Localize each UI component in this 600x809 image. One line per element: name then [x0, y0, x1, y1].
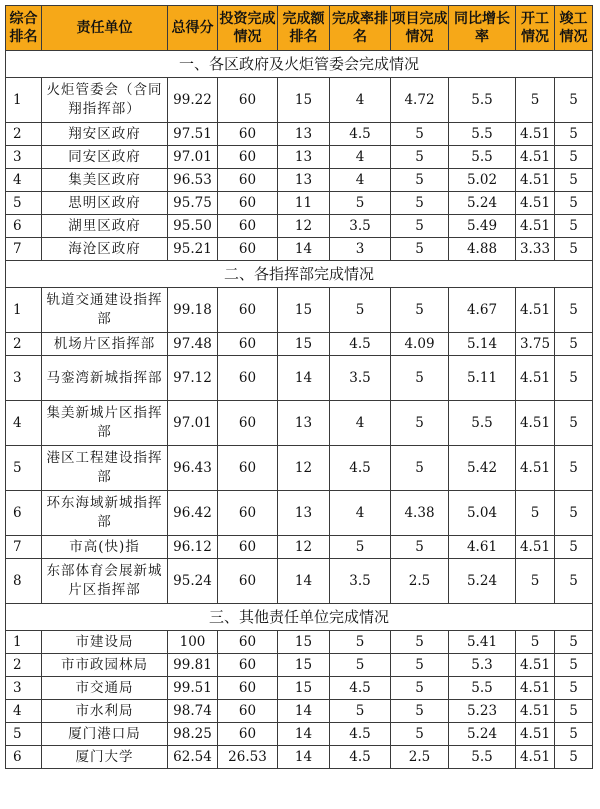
growth-cell: 5.5 — [449, 123, 516, 146]
unit-cell: 轨道交通建设指挥部 — [42, 288, 168, 333]
investment-cell: 60 — [218, 536, 278, 559]
project-cell: 4.38 — [391, 491, 449, 536]
total-score-cell: 99.18 — [168, 288, 218, 333]
completion-cell: 5 — [555, 288, 593, 333]
amount-rank-cell: 15 — [278, 654, 330, 677]
rank-cell: 2 — [6, 333, 42, 356]
completion-cell: 5 — [555, 491, 593, 536]
completion-cell: 5 — [555, 559, 593, 604]
header-total-score: 总得分 — [168, 6, 218, 51]
amount-rank-cell: 11 — [278, 192, 330, 215]
total-score-cell: 95.21 — [168, 238, 218, 261]
start-cell: 4.51 — [516, 700, 555, 723]
investment-cell: 60 — [218, 146, 278, 169]
investment-cell: 60 — [218, 192, 278, 215]
unit-cell: 海沧区政府 — [42, 238, 168, 261]
total-score-cell: 95.75 — [168, 192, 218, 215]
start-cell: 4.51 — [516, 169, 555, 192]
amount-rank-cell: 15 — [278, 677, 330, 700]
rate-rank-cell: 3.5 — [330, 215, 391, 238]
completion-cell: 5 — [555, 146, 593, 169]
unit-cell: 市高(快)指 — [42, 536, 168, 559]
table-row — [6, 446, 593, 491]
investment-cell: 60 — [218, 401, 278, 446]
table-row — [6, 238, 593, 261]
amount-rank-cell: 15 — [278, 333, 330, 356]
investment-cell: 60 — [218, 333, 278, 356]
completion-cell: 5 — [555, 631, 593, 654]
amount-rank-cell: 15 — [278, 631, 330, 654]
start-cell: 4.51 — [516, 446, 555, 491]
section-title: 三、其他责任单位完成情况 — [6, 604, 593, 631]
total-score-cell: 96.42 — [168, 491, 218, 536]
investment-cell: 60 — [218, 559, 278, 604]
rate-rank-cell: 5 — [330, 192, 391, 215]
unit-cell: 市水利局 — [42, 700, 168, 723]
rate-rank-cell: 5 — [330, 536, 391, 559]
header-investment-completion: 投资完成情况 — [218, 6, 278, 51]
unit-cell: 港区工程建设指挥部 — [42, 446, 168, 491]
growth-cell: 5.41 — [449, 631, 516, 654]
amount-rank-cell: 12 — [278, 446, 330, 491]
rank-cell: 5 — [6, 723, 42, 746]
project-cell: 4.72 — [391, 78, 449, 123]
amount-rank-cell: 14 — [278, 723, 330, 746]
growth-cell: 5.5 — [449, 78, 516, 123]
completion-cell: 5 — [555, 78, 593, 123]
start-cell: 5 — [516, 631, 555, 654]
start-cell: 3.75 — [516, 333, 555, 356]
table-row — [6, 654, 593, 677]
total-score-cell: 95.24 — [168, 559, 218, 604]
total-score-cell: 97.01 — [168, 146, 218, 169]
rank-cell: 5 — [6, 192, 42, 215]
table-row — [6, 491, 593, 536]
table-row — [6, 123, 593, 146]
growth-cell: 5.5 — [449, 146, 516, 169]
table-row — [6, 192, 593, 215]
completion-cell: 5 — [555, 677, 593, 700]
investment-cell: 26.53 — [218, 746, 278, 769]
start-cell: 4.51 — [516, 288, 555, 333]
growth-cell: 5.24 — [449, 723, 516, 746]
section-title: 二、各指挥部完成情况 — [6, 261, 593, 288]
start-cell: 4.51 — [516, 146, 555, 169]
growth-cell: 5.23 — [449, 700, 516, 723]
project-cell: 5 — [391, 654, 449, 677]
header-completion: 竣工情况 — [555, 6, 593, 51]
rank-cell: 3 — [6, 677, 42, 700]
table-row — [6, 288, 593, 333]
unit-cell: 市交通局 — [42, 677, 168, 700]
rate-rank-cell: 5 — [330, 631, 391, 654]
total-score-cell: 99.22 — [168, 78, 218, 123]
start-cell: 4.51 — [516, 536, 555, 559]
rate-rank-cell: 4.5 — [330, 723, 391, 746]
growth-cell: 5.5 — [449, 677, 516, 700]
rate-rank-cell: 4 — [330, 491, 391, 536]
project-cell: 5 — [391, 723, 449, 746]
completion-cell: 5 — [555, 536, 593, 559]
rank-cell: 4 — [6, 169, 42, 192]
total-score-cell: 99.81 — [168, 654, 218, 677]
start-cell: 4.51 — [516, 654, 555, 677]
completion-cell: 5 — [555, 123, 593, 146]
rank-cell: 6 — [6, 746, 42, 769]
investment-cell: 60 — [218, 215, 278, 238]
unit-cell: 市市政园林局 — [42, 654, 168, 677]
rate-rank-cell: 4.5 — [330, 123, 391, 146]
growth-cell: 4.61 — [449, 536, 516, 559]
growth-cell: 5.02 — [449, 169, 516, 192]
rate-rank-cell: 4.5 — [330, 677, 391, 700]
rate-rank-cell: 4 — [330, 78, 391, 123]
rank-cell: 6 — [6, 491, 42, 536]
completion-cell: 5 — [555, 192, 593, 215]
project-cell: 4.09 — [391, 333, 449, 356]
rank-cell: 3 — [6, 356, 42, 401]
growth-cell: 5.49 — [449, 215, 516, 238]
investment-cell: 60 — [218, 123, 278, 146]
investment-cell: 60 — [218, 631, 278, 654]
unit-cell: 马銮湾新城指挥部 — [42, 356, 168, 401]
investment-cell: 60 — [218, 677, 278, 700]
amount-rank-cell: 14 — [278, 238, 330, 261]
unit-cell: 湖里区政府 — [42, 215, 168, 238]
total-score-cell: 96.53 — [168, 169, 218, 192]
rate-rank-cell: 4.5 — [330, 746, 391, 769]
rate-rank-cell: 4 — [330, 146, 391, 169]
amount-rank-cell: 13 — [278, 401, 330, 446]
amount-rank-cell: 13 — [278, 169, 330, 192]
total-score-cell: 97.51 — [168, 123, 218, 146]
header-overall-rank: 综合排名 — [6, 6, 42, 51]
total-score-cell: 100 — [168, 631, 218, 654]
completion-cell: 5 — [555, 401, 593, 446]
project-cell: 5 — [391, 700, 449, 723]
table-row — [6, 559, 593, 604]
growth-cell: 5.42 — [449, 446, 516, 491]
growth-cell: 5.14 — [449, 333, 516, 356]
rank-cell: 2 — [6, 123, 42, 146]
rate-rank-cell: 3.5 — [330, 559, 391, 604]
project-cell: 5 — [391, 446, 449, 491]
start-cell: 4.51 — [516, 746, 555, 769]
growth-cell: 5.24 — [449, 559, 516, 604]
completion-cell: 5 — [555, 700, 593, 723]
table-row — [6, 677, 593, 700]
amount-rank-cell: 13 — [278, 146, 330, 169]
amount-rank-cell: 14 — [278, 700, 330, 723]
rank-cell: 4 — [6, 700, 42, 723]
unit-cell: 翔安区政府 — [42, 123, 168, 146]
investment-cell: 60 — [218, 288, 278, 333]
rank-cell: 2 — [6, 654, 42, 677]
project-cell: 2.5 — [391, 559, 449, 604]
completion-cell: 5 — [555, 654, 593, 677]
table-row — [6, 215, 593, 238]
investment-cell: 60 — [218, 723, 278, 746]
start-cell: 5 — [516, 78, 555, 123]
unit-cell: 市建设局 — [42, 631, 168, 654]
table-row — [6, 401, 593, 446]
rate-rank-cell: 4 — [330, 169, 391, 192]
table-row — [6, 356, 593, 401]
header-responsible-unit: 责任单位 — [42, 6, 168, 51]
project-cell: 5 — [391, 192, 449, 215]
unit-cell: 机场片区指挥部 — [42, 333, 168, 356]
amount-rank-cell: 13 — [278, 491, 330, 536]
project-cell: 5 — [391, 123, 449, 146]
table-row — [6, 723, 593, 746]
investment-cell: 60 — [218, 169, 278, 192]
rank-cell: 4 — [6, 401, 42, 446]
project-cell: 5 — [391, 238, 449, 261]
rate-rank-cell: 4.5 — [330, 446, 391, 491]
rank-cell: 5 — [6, 446, 42, 491]
growth-cell: 4.67 — [449, 288, 516, 333]
start-cell: 4.51 — [516, 215, 555, 238]
investment-cell: 60 — [218, 356, 278, 401]
growth-cell: 5.3 — [449, 654, 516, 677]
rate-rank-cell: 3 — [330, 238, 391, 261]
header-amount-rank: 完成额排名 — [278, 6, 330, 51]
total-score-cell: 96.12 — [168, 536, 218, 559]
rank-cell: 6 — [6, 215, 42, 238]
investment-cell: 60 — [218, 78, 278, 123]
total-score-cell: 99.51 — [168, 677, 218, 700]
start-cell: 4.51 — [516, 123, 555, 146]
completion-cell: 5 — [555, 446, 593, 491]
table-row — [6, 631, 593, 654]
amount-rank-cell: 15 — [278, 78, 330, 123]
header-row — [6, 6, 593, 51]
total-score-cell: 97.12 — [168, 356, 218, 401]
amount-rank-cell: 14 — [278, 559, 330, 604]
start-cell: 4.51 — [516, 677, 555, 700]
header-construction-start: 开工情况 — [516, 6, 555, 51]
investment-cell: 60 — [218, 700, 278, 723]
project-cell: 2.5 — [391, 746, 449, 769]
investment-cell: 60 — [218, 491, 278, 536]
growth-cell: 5.24 — [449, 192, 516, 215]
completion-cell: 5 — [555, 356, 593, 401]
growth-cell: 4.88 — [449, 238, 516, 261]
project-cell: 5 — [391, 169, 449, 192]
section-header-row — [6, 261, 593, 288]
completion-cell: 5 — [555, 723, 593, 746]
rank-cell: 3 — [6, 146, 42, 169]
growth-cell: 5.5 — [449, 746, 516, 769]
rank-cell: 1 — [6, 78, 42, 123]
rank-cell: 8 — [6, 559, 42, 604]
header-project-completion: 项目完成情况 — [391, 6, 449, 51]
unit-cell: 思明区政府 — [42, 192, 168, 215]
project-cell: 5 — [391, 288, 449, 333]
unit-cell: 厦门大学 — [42, 746, 168, 769]
table-row — [6, 333, 593, 356]
completion-cell: 5 — [555, 746, 593, 769]
investment-cell: 60 — [218, 654, 278, 677]
rate-rank-cell: 5 — [330, 654, 391, 677]
table-row — [6, 536, 593, 559]
unit-cell: 环东海域新城指挥部 — [42, 491, 168, 536]
unit-cell: 东部体育会展新城片区指挥部 — [42, 559, 168, 604]
table-row — [6, 78, 593, 123]
table-row — [6, 700, 593, 723]
rank-cell: 1 — [6, 631, 42, 654]
table-row — [6, 146, 593, 169]
table-row — [6, 169, 593, 192]
total-score-cell: 96.43 — [168, 446, 218, 491]
amount-rank-cell: 14 — [278, 746, 330, 769]
rank-cell: 7 — [6, 238, 42, 261]
project-cell: 5 — [391, 215, 449, 238]
section-header-row — [6, 51, 593, 78]
project-cell: 5 — [391, 146, 449, 169]
start-cell: 4.51 — [516, 192, 555, 215]
amount-rank-cell: 13 — [278, 123, 330, 146]
start-cell: 4.51 — [516, 356, 555, 401]
amount-rank-cell: 14 — [278, 356, 330, 401]
total-score-cell: 95.50 — [168, 215, 218, 238]
rate-rank-cell: 5 — [330, 288, 391, 333]
section-title: 一、各区政府及火炬管委会完成情况 — [6, 51, 593, 78]
ranking-table — [5, 5, 593, 769]
growth-cell: 5.04 — [449, 491, 516, 536]
amount-rank-cell: 12 — [278, 215, 330, 238]
unit-cell: 集美区政府 — [42, 169, 168, 192]
header-rate-rank: 完成率排名 — [330, 6, 391, 51]
rate-rank-cell: 3.5 — [330, 356, 391, 401]
rate-rank-cell: 5 — [330, 700, 391, 723]
growth-cell: 5.5 — [449, 401, 516, 446]
start-cell: 3.33 — [516, 238, 555, 261]
rank-cell: 7 — [6, 536, 42, 559]
rate-rank-cell: 4.5 — [330, 333, 391, 356]
completion-cell: 5 — [555, 215, 593, 238]
project-cell: 5 — [391, 677, 449, 700]
project-cell: 5 — [391, 356, 449, 401]
total-score-cell: 62.54 — [168, 746, 218, 769]
total-score-cell: 97.01 — [168, 401, 218, 446]
growth-cell: 5.11 — [449, 356, 516, 401]
start-cell: 4.51 — [516, 401, 555, 446]
unit-cell: 同安区政府 — [42, 146, 168, 169]
rank-cell: 1 — [6, 288, 42, 333]
project-cell: 5 — [391, 631, 449, 654]
amount-rank-cell: 12 — [278, 536, 330, 559]
start-cell: 4.51 — [516, 723, 555, 746]
unit-cell: 集美新城片区指挥部 — [42, 401, 168, 446]
investment-cell: 60 — [218, 238, 278, 261]
completion-cell: 5 — [555, 238, 593, 261]
amount-rank-cell: 15 — [278, 288, 330, 333]
total-score-cell: 98.25 — [168, 723, 218, 746]
total-score-cell: 97.48 — [168, 333, 218, 356]
start-cell: 5 — [516, 491, 555, 536]
unit-cell: 厦门港口局 — [42, 723, 168, 746]
completion-cell: 5 — [555, 333, 593, 356]
table-row — [6, 746, 593, 769]
header-yoy-growth: 同比增长率 — [449, 6, 516, 51]
total-score-cell: 98.74 — [168, 700, 218, 723]
rate-rank-cell: 4 — [330, 401, 391, 446]
project-cell: 5 — [391, 401, 449, 446]
project-cell: 5 — [391, 536, 449, 559]
investment-cell: 60 — [218, 446, 278, 491]
start-cell: 5 — [516, 559, 555, 604]
completion-cell: 5 — [555, 169, 593, 192]
unit-cell: 火炬管委会（含同翔指挥部） — [42, 78, 168, 123]
section-header-row — [6, 604, 593, 631]
